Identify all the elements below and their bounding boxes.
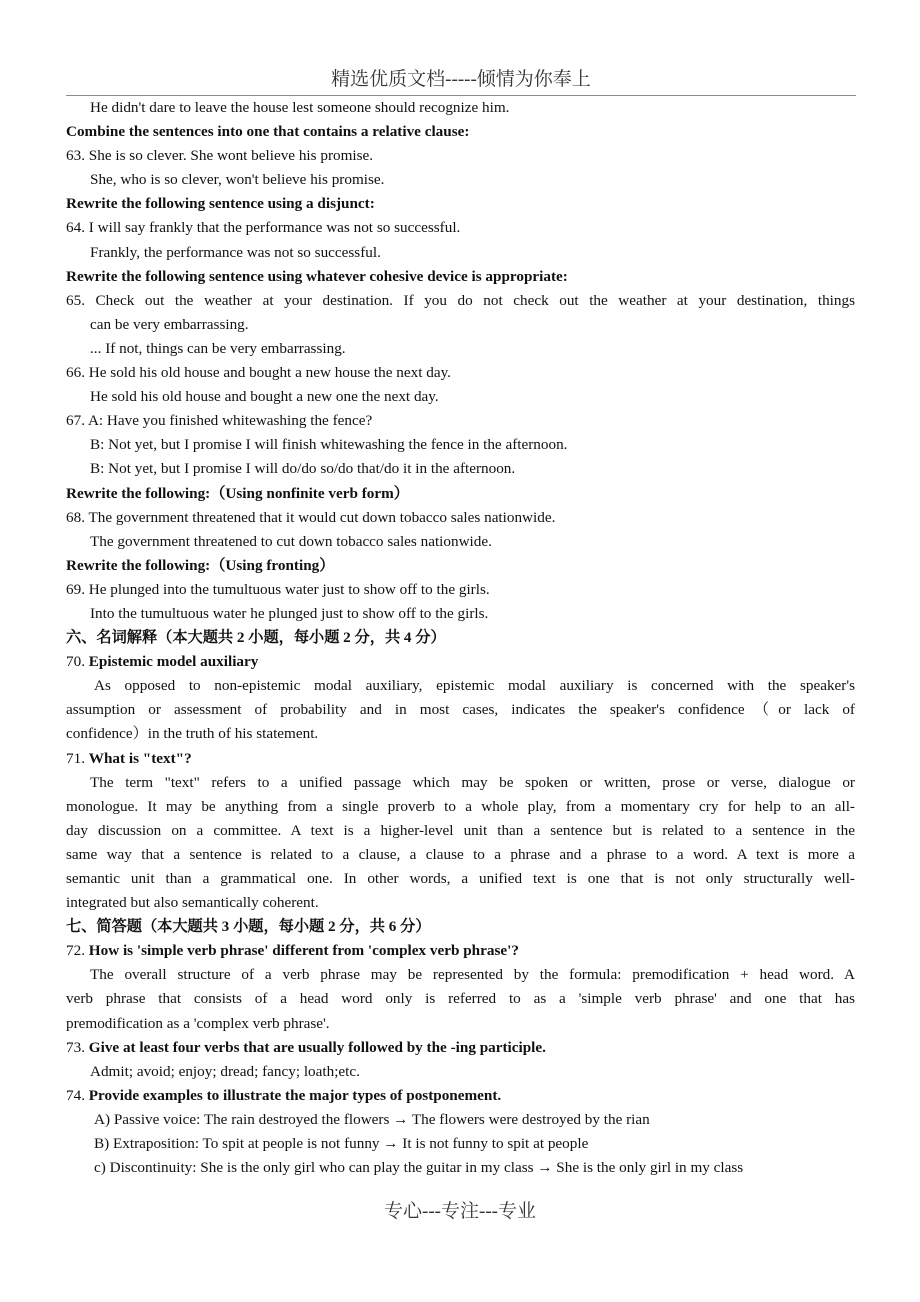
section-instruction: Rewrite the following:（Using nonfinite verb form） (66, 484, 409, 502)
question-63: 63. She is so clever. She wont believe his promise. (66, 147, 374, 165)
question-68: 68. The government threatened that it would cut down tobacco sales nationwide. (66, 508, 556, 526)
section-heading: 七、简答题（本大题共 3 小题，每小题 2 分，共 6 分） (66, 918, 431, 936)
question-text: Give at least four verbs that are usually followed by the -ing participle. (88, 1038, 546, 1056)
answer-64: Frankly, the performance was not so successful. (90, 243, 381, 261)
question-67-cont: B: Not yet, but I promise I will finish whitewashing the fence in the afternoon. (90, 436, 568, 454)
question-number: 73. (66, 1038, 89, 1056)
answer-paragraph-line: The term "text" refers to a unified passage which may be spoken or written, prose or verse, dialogue or (90, 773, 855, 791)
answer-67: B: Not yet, but I promise I will do/do so/do that/do it in the afternoon. (90, 460, 516, 478)
question-65-cont: can be very embarrassing. (90, 315, 249, 333)
answer-paragraph-line: semantic unit than a grammatical one. In other words, a unified text is one that is not only structurally well- (66, 870, 855, 887)
document-body (66, 96, 855, 1180)
page-header: 精选优质文档-----倾情为你奉上 (66, 64, 856, 96)
answer-paragraph-line: verb phrase that consists of a head word only is referred to as a 'simple verb phrase' and one that has (66, 990, 855, 1008)
page-footer: 专心---专注---专业 (384, 1201, 536, 1222)
question-text: What is "text"? (88, 749, 192, 767)
question-70 (66, 650, 855, 674)
question-number: 72. (66, 942, 89, 960)
question-72 (66, 939, 855, 963)
question-67: 67. A: Have you finished whitewashing the fence? (66, 412, 373, 430)
section-instruction: Rewrite the following sentence using a disjunct: (66, 195, 375, 213)
answer-65: ... If not, things can be very embarrassing. (90, 339, 346, 357)
answer-paragraph-line: monologue. It may be anything from a single proverb to a whole play, from a momentary cry for help to an all- (66, 797, 855, 815)
answer-paragraph-line: assumption or assessment of probability and in most cases, indicates the speaker's confidence（or lack of (66, 701, 855, 719)
question-text: Provide examples to illustrate the major types of postponement. (88, 1086, 502, 1104)
section-heading: 六、名词解释（本大题共 2 小题，每小题 2 分，共 4 分） (66, 629, 446, 647)
answer-paragraph-line: day discussion on a committee. A text is a higher-level unit than a sentence but is related to a sentence in the (66, 821, 855, 839)
question-69: 69. He plunged into the tumultuous water just to show off to the girls. (66, 580, 490, 598)
question-66: 66. He sold his old house and bought a new house the next day. (66, 364, 451, 382)
question-number: 71. (66, 749, 89, 767)
answer-paragraph-line: premodification as a 'complex verb phrase'. (66, 1014, 330, 1032)
answer-74-item: c) Discontinuity: She is the only girl who can play the guitar in my class → She is the only girl in my class (94, 1159, 744, 1177)
question-64: 64. I will say frankly that the performance was not so successful. (66, 219, 461, 237)
answer-69: Into the tumultuous water he plunged just to show off to the girls. (90, 604, 489, 622)
answer-74-item: B) Extraposition: To spit at people is not funny → It is not funny to spit at people (94, 1135, 589, 1153)
answer-73: Admit; avoid; enjoy; dread; fancy; loath;etc. (90, 1062, 360, 1080)
question-65: 65. Check out the weather at your destination. If you do not check out the weather at your destination, things (66, 291, 855, 309)
answer-68: The government threatened to cut down tobacco sales nationwide. (90, 532, 492, 550)
answer-paragraph-line: integrated but also semantically coherent. (66, 894, 319, 912)
question-number: 74. (66, 1086, 89, 1104)
answer-line: He didn't dare to leave the house lest someone should recognize him. (90, 99, 510, 116)
question-74 (66, 1084, 855, 1108)
section-instruction: Rewrite the following:（Using fronting） (66, 556, 335, 574)
answer-66: He sold his old house and bought a new one the next day. (90, 388, 439, 406)
answer-paragraph-line: The overall structure of a verb phrase may be represented by the formula: premodification + head word. A (90, 966, 855, 984)
answer-paragraph-line: confidence）in the truth of his statement. (66, 725, 319, 743)
answer-paragraph-line: As opposed to non-epistemic modal auxiliary, epistemic modal auxiliary is concerned with the speaker's (94, 677, 855, 695)
answer-63: She, who is so clever, won't believe his promise. (90, 171, 385, 189)
answer-paragraph-line: same way that a sentence is related to a clause, a clause to a phrase and a phrase to a word. A text is more a (66, 845, 855, 863)
question-number: 70. (66, 653, 89, 671)
section-instruction: Combine the sentences into one that contains a relative clause: (66, 123, 470, 141)
question-73 (66, 1036, 855, 1060)
answer-74-item: A) Passive voice: The rain destroyed the flowers → The flowers were destroyed by the rian (94, 1110, 650, 1128)
question-71 (66, 747, 855, 771)
question-text: How is 'simple verb phrase' different from 'complex verb phrase'? (88, 942, 519, 960)
section-instruction: Rewrite the following sentence using whatever cohesive device is appropriate: (66, 267, 568, 285)
question-text: Epistemic model auxiliary (88, 653, 259, 671)
